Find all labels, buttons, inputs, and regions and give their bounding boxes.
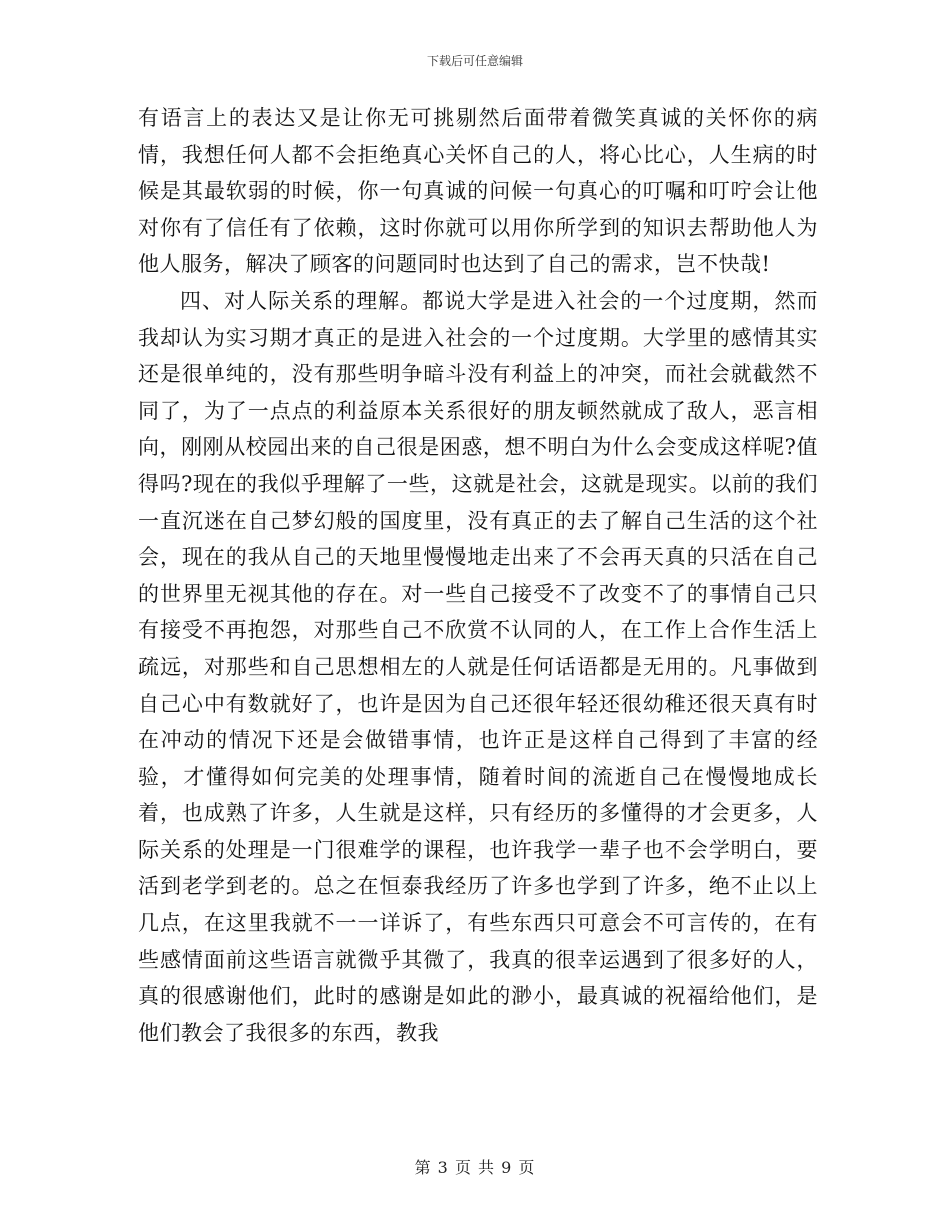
document-body (138, 100, 818, 1051)
page-footer: 第 3 页 共 9 页 (414, 1158, 536, 1177)
page-header: 下载后可任意编辑 (426, 54, 523, 68)
paragraph-2: 四、对人际关系的理解。都说大学是进入社会的一个过度期，然而我却认为实习期才真正的是进入社会的一个过度期。大学里的感情其实还是很单纯的，没有那些明争暗斗没有利益上的冲突，而社会就截然不同了，为了一点点的利益原本关系很好的朋友顿然就成了敌人，恶言相向，刚刚从校园出来的自己很是困惑，想不明白为什么会变成这样呢?值得吗?现在的我似乎理解了一些，这就是社会，这就是现实。以前的我们一直沉迷在自己梦幻般的国度里，没有真正的去了解自己生活的这个社会，现在的我从自己的天地里慢慢地走出来了不会再天真的只活在自己的世界里无视其他的存在。对一些自己接受不了改变不了的事情自己只有接受不再抱怨，对那些自己不欣赏不认同的人，在工作上合作生活上疏远，对那些和自己思想相左的人就是任何话语都是无用的。凡事做到自己心中有数就好了，也许是因为自己还很年轻还很幼稚还很天真有时在冲动的情况下还是会做错事情，也许正是这样自己得到了丰富的经验，才懂得如何完美的处理事情，随着时间的流逝自己在慢慢地成长着，也成熟了许多，人生就是这样，只有经历的多懂得的才会更多，人际关系的处理是一门很难学的课程，也许我学一辈子也不会学明白，要活到老学到老的。总之在恒泰我经历了许多也学到了许多，绝不止以上几点，在这里我就不一一详诉了，有些东西只可意会不可言传的，在有些感情面前这些语言就微乎其微了，我真的很幸运遇到了很多好的人，真的很感谢他们，此时的感谢是如此的渺小，最真诚的祝福给他们，是他们教会了我很多的东西，教我 (138, 288, 818, 1045)
paragraph-1: 有语言上的表达又是让你无可挑剔然后面带着微笑真诚的关怀你的病情，我想任何人都不会拒绝真心关怀自己的人，将心比心，人生病的时候是其最软弱的时候，你一句真诚的问候一句真心的叮嘱和叮咛会让他对你有了信任有了依赖，这时你就可以用你所学到的知识去帮助他人为他人服务，解决了顾客的问题同时也达到了自己的需求，岂不快哉! (138, 106, 818, 277)
